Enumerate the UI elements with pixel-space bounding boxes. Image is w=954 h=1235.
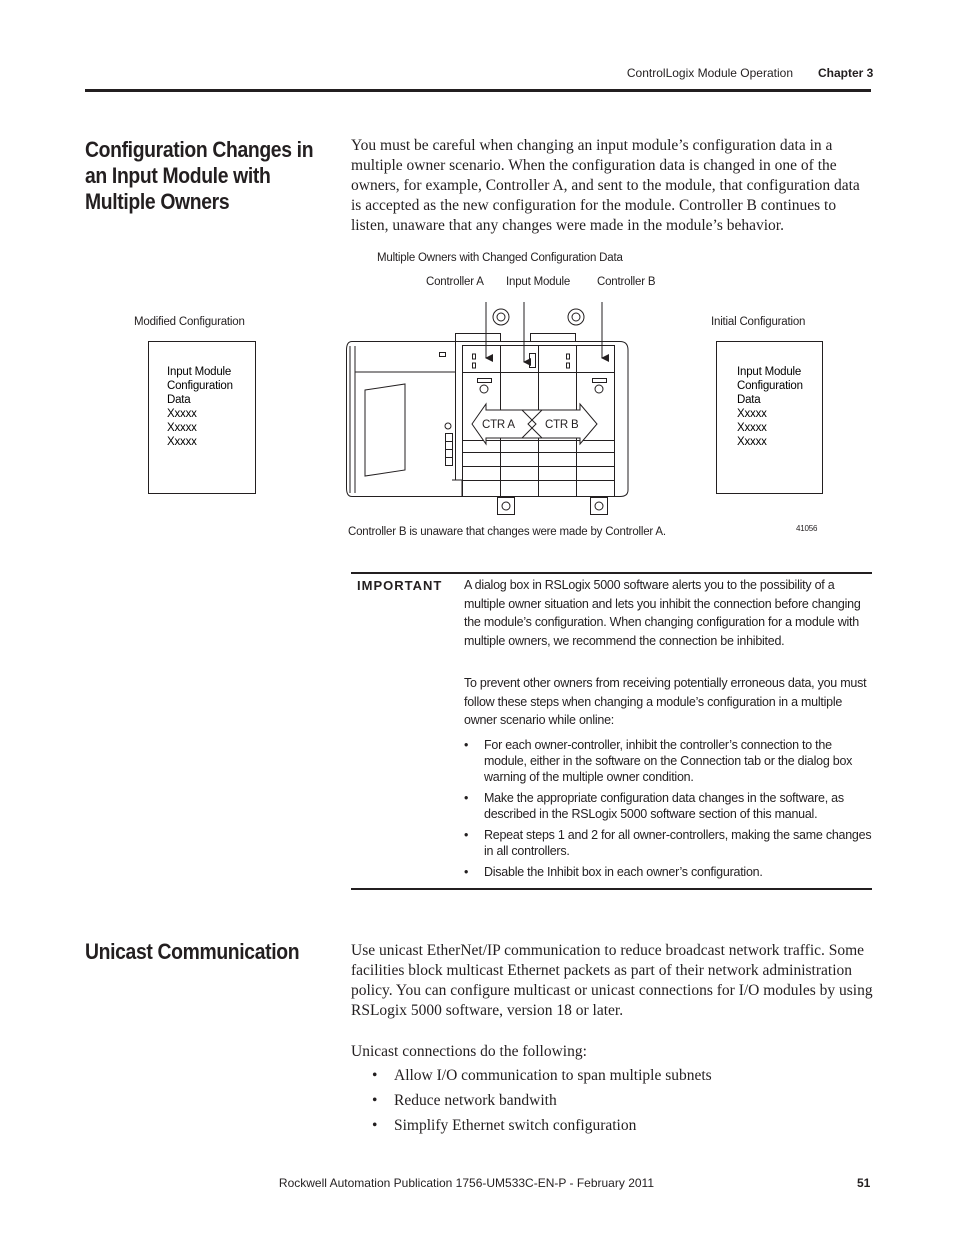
modified-config-text <box>167 366 233 448</box>
figure-caption: Controller B is unaware that changes were made by Controller A. <box>348 526 666 538</box>
important-top-rule <box>351 572 872 574</box>
config-changes-paragraph: You must be careful when changing an input module’s configuration data in a multiple owner scenario. When the configuration data is changed in one of the owners, for example, Controller A, and sent to the module, that configuration data is accepted as the new configuration for the module. Controller B continues to listen, unaware that any changes were made in the module’s behavior. <box>351 137 860 234</box>
list-item: • Disable the Inhibit box in each owner’s configuration. <box>464 864 874 880</box>
important-steps-list <box>464 737 874 885</box>
running-header-chapter: Chapter 3 <box>818 66 874 80</box>
unicast-list-intro: Unicast connections do the following: <box>351 1043 587 1060</box>
list-item: • Make the appropriate configuration data changes in the software, as described in the RSLogix 5000 software section of this manual. <box>464 790 874 822</box>
unicast-paragraph: Use unicast EtherNet/IP communication to reduce broadcast network traffic. Some facilities block multicast Ethernet packets as part of their network administration policy. You can configure multicast or unicast connections for I/O modules by using RSLogix 5000 software, version 18 or later. <box>351 942 873 1019</box>
footer-page-number: 51 <box>857 1176 871 1190</box>
svg-text:Configuration: Configuration <box>167 380 233 392</box>
svg-text:Xxxxx: Xxxxx <box>167 408 197 420</box>
controller-b-label: Controller B <box>597 276 656 288</box>
modified-config-label: Modified Configuration <box>134 316 245 328</box>
chassis-illustration <box>347 309 629 515</box>
running-header-section: ControlLogix Module Operation <box>626 66 793 80</box>
important-paragraph-1: A dialog box in RSLogix 5000 software alerts you to the possibility of a multiple owner situation and lets you inhibit the connection before changing the module’s configuration. When changing configuration for a module with multiple owners, we recommend the connection be inhibited. <box>464 578 861 649</box>
multiple-owners-figure <box>0 0 954 560</box>
initial-config-text <box>737 366 803 448</box>
list-item: • Reduce network bandwith <box>372 1091 852 1116</box>
figure-title: Multiple Owners with Changed Configuration Data <box>377 252 623 264</box>
input-module-label: Input Module <box>506 276 571 288</box>
ctr-b-label: CTR B <box>545 419 579 431</box>
svg-text:Xxxxx: Xxxxx <box>167 422 197 434</box>
modified-config-box <box>149 342 256 494</box>
svg-text:Data: Data <box>167 394 191 406</box>
ctr-a-label: CTR A <box>482 419 515 431</box>
svg-text:Xxxxx: Xxxxx <box>167 436 197 448</box>
svg-text:Configuration: Configuration <box>737 380 803 392</box>
svg-text:Xxxxx: Xxxxx <box>737 436 767 448</box>
svg-text:Xxxxx: Xxxxx <box>737 422 767 434</box>
initial-config-box <box>717 342 823 494</box>
unicast-bullet-list <box>372 1066 852 1141</box>
controller-a-label: Controller A <box>426 276 484 288</box>
section-heading-config-changes: Configuration Changes in an Input Module with Multiple Owners <box>85 137 314 214</box>
svg-text:Data: Data <box>737 394 761 406</box>
list-item: • Simplify Ethernet switch configuration <box>372 1116 852 1141</box>
svg-text:Xxxxx: Xxxxx <box>737 408 767 420</box>
footer-publication: Rockwell Automation Publication 1756-UM533C-EN-P - February 2011 <box>278 1176 654 1190</box>
initial-config-label: Initial Configuration <box>711 316 806 328</box>
important-paragraph-2: To prevent other owners from receiving potentially erroneous data, you must follow these steps when changing a module’s configuration in a multiple owner scenario while online: <box>464 676 867 728</box>
important-label: IMPORTANT <box>357 578 443 593</box>
list-item: • For each owner-controller, inhibit the controller’s connection to the module, either in the software on the Connection tab or the dialog box warning of the multiple owner condition. <box>464 737 874 785</box>
important-bottom-rule <box>351 888 872 890</box>
list-item: • Allow I/O communication to span multiple subnets <box>372 1066 852 1091</box>
svg-text:Input Module: Input Module <box>167 366 232 378</box>
figure-number: 41056 <box>796 524 818 533</box>
list-item: • Repeat steps 1 and 2 for all owner-controllers, making the same changes in all controllers. <box>464 827 874 859</box>
section-heading-unicast: Unicast Communication <box>85 939 300 964</box>
svg-text:Input Module: Input Module <box>737 366 802 378</box>
